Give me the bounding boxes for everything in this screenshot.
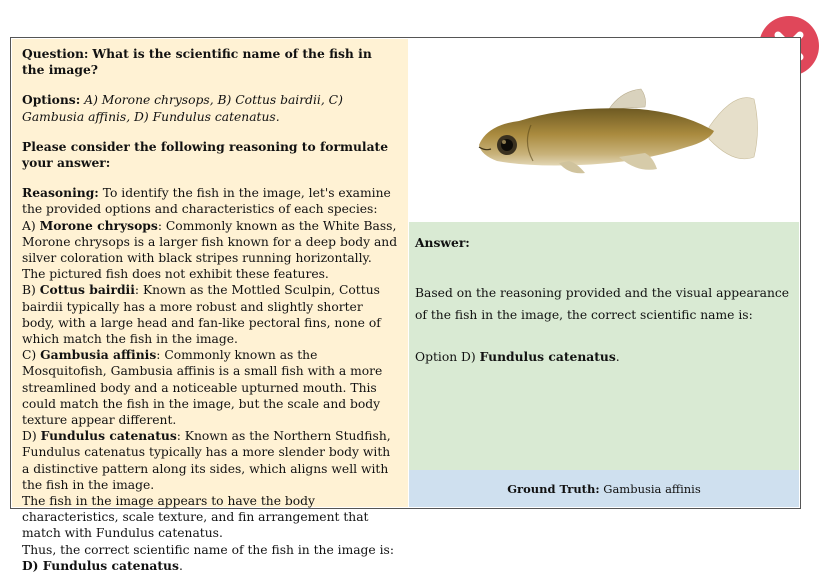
answer-panel [409, 222, 799, 470]
question-block [22, 46, 398, 78]
answer-body: Based on the reasoning provided and the visual appearance of the fish in the image, the correct scientific name is: [415, 286, 790, 322]
instruction-text: Please consider the following reasoning to formulate your answer: [22, 138, 389, 171]
options-text: A) Morone chrysops, B) Cottus bairdii, C) Gambusia affinis, D) Fundulus catenatus. [22, 93, 343, 124]
reasoning-block [22, 185, 398, 574]
fish-illustration [409, 39, 799, 221]
answer-label: Answer: [415, 235, 470, 250]
options-block [22, 92, 398, 124]
answer-option: Option D) Fundulus catenatus. [415, 349, 620, 364]
reasoning-summary: The fish in the image appears to have the body characteristics, scale texture, and fin arrangement that match with Fundulus catenatus. [22, 494, 369, 541]
reasoning-panel [12, 39, 408, 573]
ground-truth-label: Ground Truth: [507, 481, 600, 496]
reasoning-item-d: D) Fundulus catenatus: Known as the Northern Studfish, Fundulus catenatus typically has a more slender body with a distinctive pattern along its sides, which aligns well with the fish in the image. [22, 428, 391, 492]
reasoning-label: Reasoning: [22, 185, 99, 201]
reasoning-item-b: B) Cottus bairdii: Known as the Mottled Sculpin, Cottus bairdii typically has a more robust and slightly shorter body, with a large head and fan-like pectoral fins, none of which match the fish in the image. [22, 282, 381, 347]
question-text: What is the scientific name of the fish in the image? [22, 46, 372, 78]
ground-truth-bar [409, 470, 799, 507]
reasoning-item-a: A) Morone chrysops: Commonly known as the White Bass, Morone chrysops is a larger fish known for a deep body and silver coloration with black stripes running horizontally. The pictured fish does not exhibit these features. [22, 217, 398, 282]
reasoning-conclusion: Thus, the correct scientific name of the fish in the image is: D) Fundulus catenatus. [22, 542, 395, 573]
reasoning-intro: Reasoning: To identify the fish in the image, let's examine the provided options and characteristics of each species: [22, 185, 391, 217]
options-label: Options: [22, 92, 81, 108]
fish-photo [409, 39, 799, 221]
ground-truth-value: Gambusia affinis [603, 481, 701, 496]
reasoning-item-c: C) Gambusia affinis: Commonly known as the Mosquitofish, Gambusia affinis is a small fish with a more streamlined body and a noticeable upturned mouth. This could match the fish in the image, but the scale and body texture appear different. [22, 347, 383, 428]
result-card [10, 37, 801, 573]
question-label: Question: [22, 46, 89, 61]
